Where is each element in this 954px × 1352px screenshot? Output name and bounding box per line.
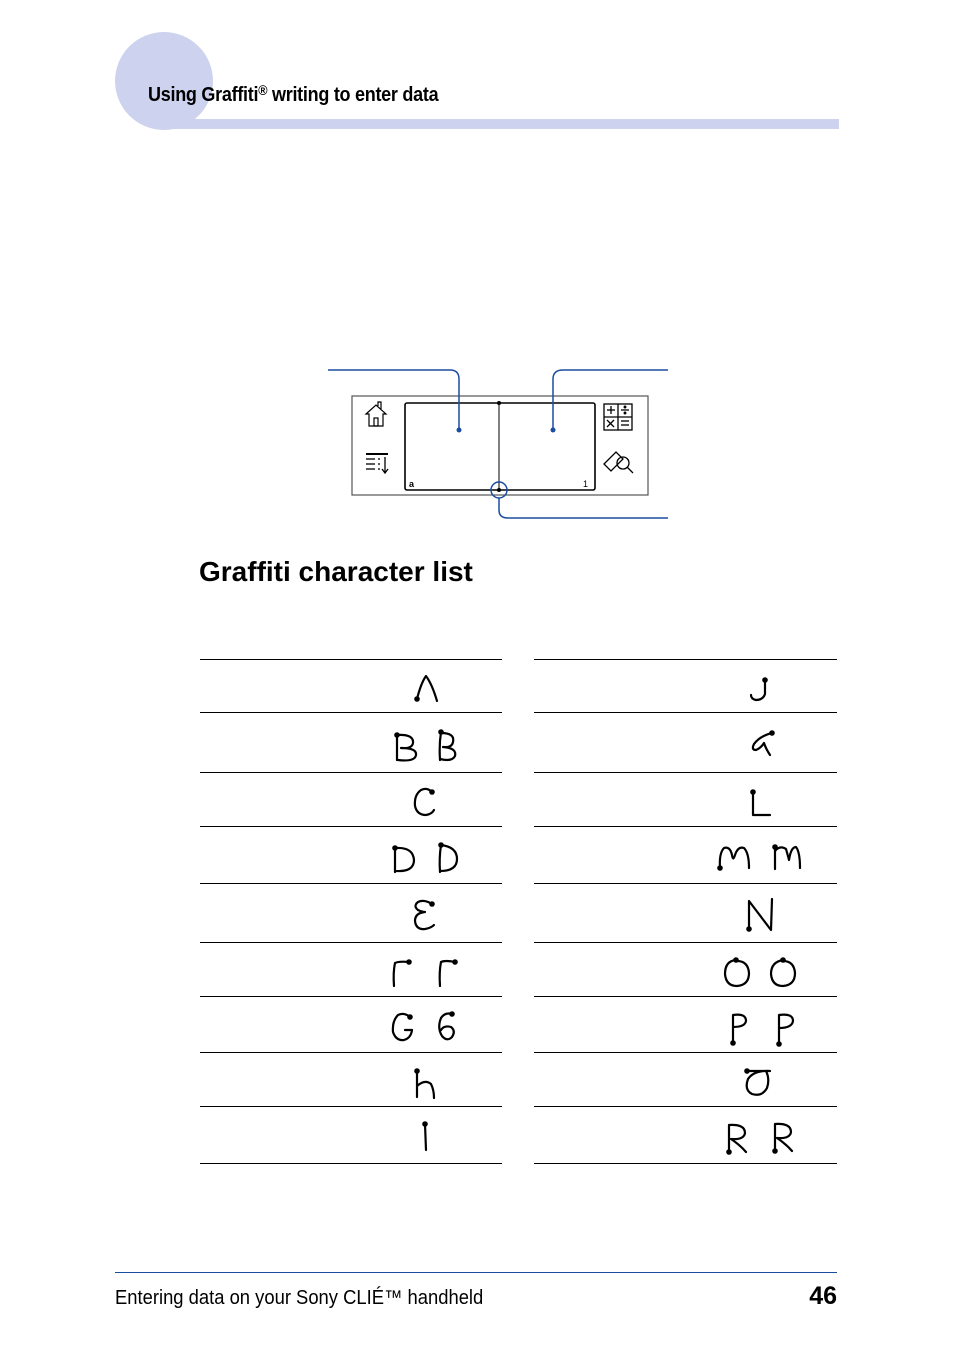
graffiti-stroke-o	[725, 960, 795, 986]
graffiti-stroke-n	[749, 899, 772, 930]
section-title: Graffiti character list	[199, 556, 473, 587]
footer-divider	[115, 1272, 837, 1273]
graffiti-stroke-d	[395, 845, 457, 872]
graffiti-stroke-b	[397, 732, 455, 760]
graffiti-stroke-h	[417, 1071, 434, 1098]
graffiti-stroke-f	[394, 961, 455, 986]
graffiti-stroke-l	[753, 792, 770, 815]
graffiti-stroke-g	[393, 1014, 454, 1041]
graffiti-stroke-m	[720, 847, 800, 869]
footer-text: Entering data on your Sony CLIÉ™ handheld	[115, 1287, 484, 1309]
graffiti-stroke-i	[425, 1124, 426, 1150]
graffiti-stroke-p	[733, 1015, 793, 1044]
header-title-part2: writing to enter data	[267, 84, 439, 106]
graffiti-stroke-a	[417, 676, 437, 701]
letter-area-label: a	[409, 479, 415, 489]
graffiti-stroke-k	[753, 733, 772, 755]
header-title-part1: Using Graffiti	[148, 84, 259, 106]
number-area-label: 1	[583, 479, 589, 489]
page-number: 46	[809, 1282, 837, 1310]
graffiti-stroke-r	[729, 1124, 792, 1152]
graffiti-stroke-j	[751, 680, 765, 700]
graffiti-stroke-q	[747, 1071, 770, 1095]
registered-mark: ®	[258, 82, 268, 98]
